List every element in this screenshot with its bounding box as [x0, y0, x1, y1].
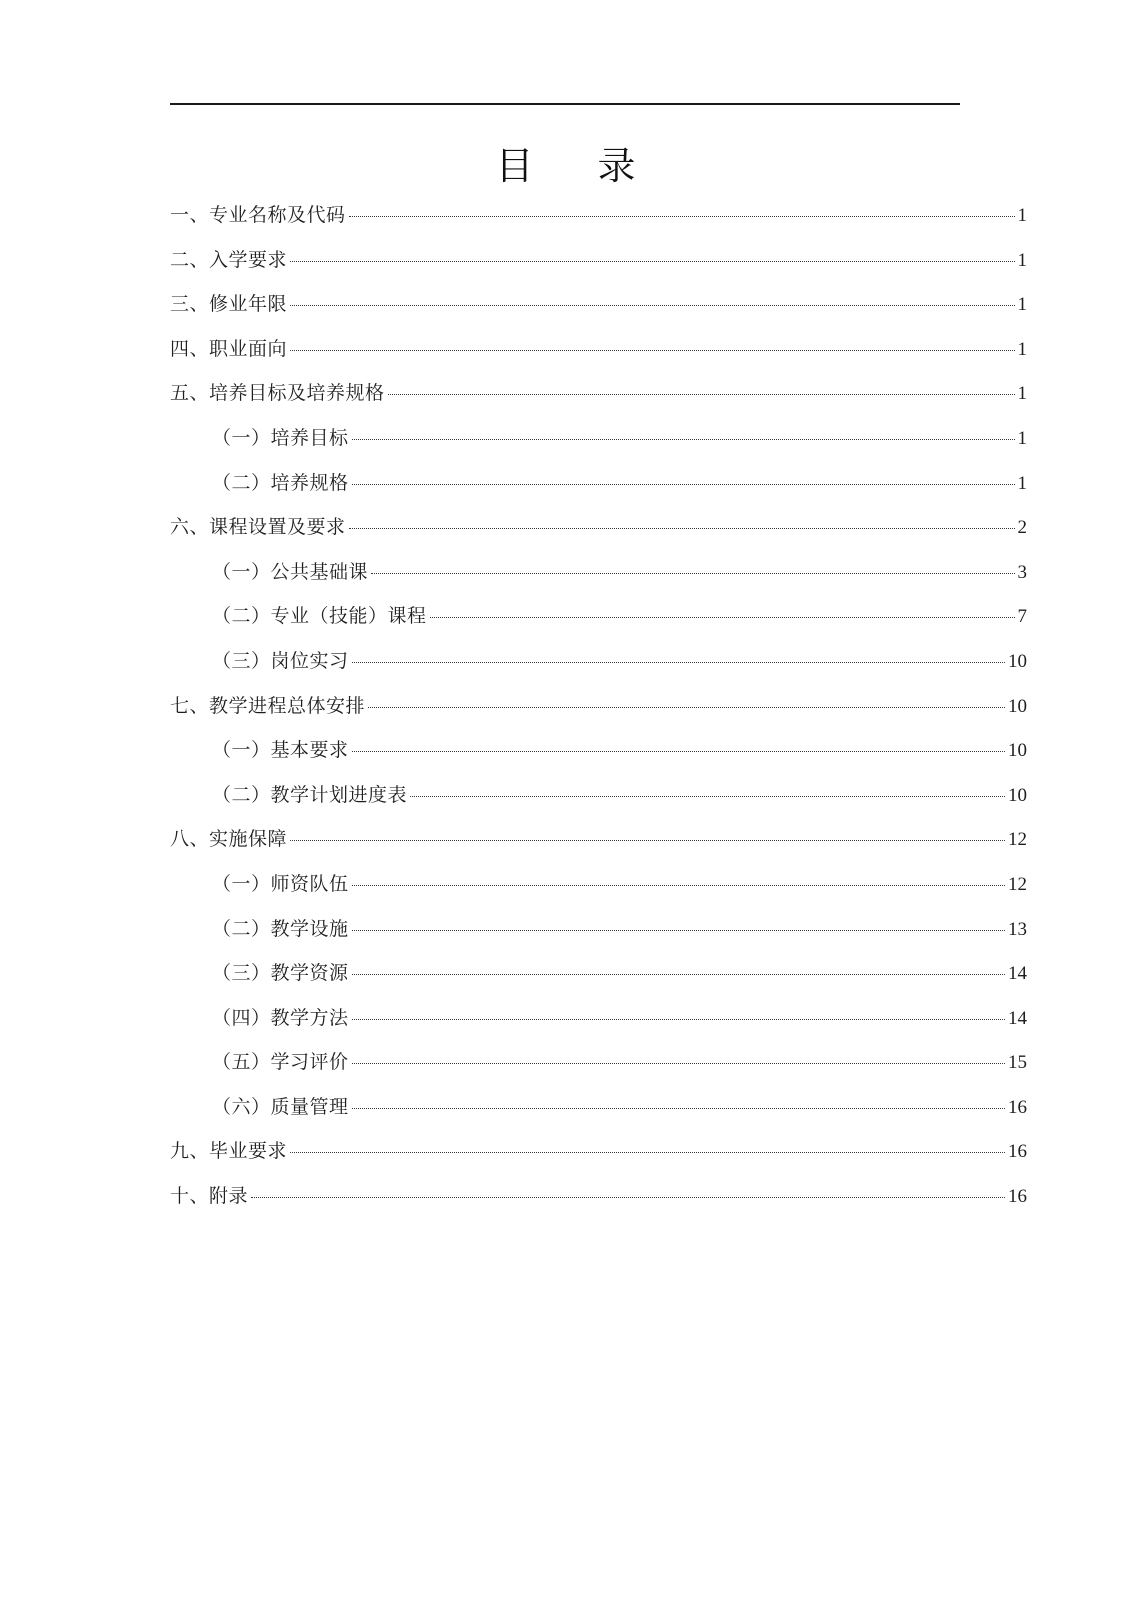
- toc-entry-title: 一、专业名称及代码: [170, 204, 346, 226]
- toc-section-entry[interactable]: [170, 242, 1027, 287]
- dot-leader: [352, 751, 1005, 752]
- toc-entry-title: 二、入学要求: [170, 248, 288, 271]
- toc-subsection-entry[interactable]: [170, 866, 1027, 911]
- toc-page-number: 1: [1017, 472, 1027, 494]
- dot-leader: [352, 484, 1015, 485]
- toc-subsection-entry[interactable]: [170, 465, 1027, 510]
- toc-subsection-entry[interactable]: [170, 1000, 1027, 1045]
- toc-section-entry[interactable]: [170, 375, 1027, 420]
- toc-entry-title: 五、培养目标及培养规格: [170, 382, 385, 405]
- toc-page-number: 16: [1008, 1096, 1027, 1118]
- toc-page-number: 14: [1008, 1007, 1027, 1029]
- toc-page-number: 14: [1008, 963, 1027, 985]
- toc-subsection-entry[interactable]: [170, 598, 1027, 643]
- toc-page-number: 1: [1017, 427, 1027, 449]
- toc-subsection-entry[interactable]: [170, 911, 1027, 956]
- toc-title: 目 录: [495, 144, 662, 188]
- toc-section-entry[interactable]: [170, 1133, 1027, 1178]
- toc-page-number: 3: [1017, 561, 1027, 583]
- toc-subsection-entry[interactable]: [170, 420, 1027, 465]
- header-rule: [170, 103, 960, 105]
- dot-leader: [352, 439, 1015, 440]
- dot-leader: [352, 1108, 1005, 1109]
- toc-section-entry[interactable]: [170, 331, 1027, 376]
- toc-entry-title: 六、课程设置及要求: [170, 516, 346, 539]
- toc-entry-title: （一）基本要求: [212, 739, 349, 762]
- dot-leader: [251, 1197, 1005, 1198]
- toc-page-number: 1: [1017, 249, 1027, 271]
- toc-subsection-entry[interactable]: [170, 955, 1027, 1000]
- dot-leader: [349, 528, 1015, 529]
- dot-leader: [290, 1152, 1005, 1153]
- toc-page-number: 7: [1017, 606, 1027, 628]
- toc-page-number: 1: [1017, 294, 1027, 316]
- toc-page-number: 12: [1008, 829, 1027, 851]
- toc-entry-title: （三）教学资源: [212, 962, 349, 985]
- toc-page-number: 1: [1017, 205, 1027, 226]
- toc-entry-title: （五）学习评价: [212, 1051, 349, 1074]
- toc-page-number: 16: [1008, 1141, 1027, 1163]
- toc-page-number: 13: [1008, 918, 1027, 940]
- toc-entry-title: （一）公共基础课: [212, 560, 369, 583]
- toc-entry-title: 七、教学进程总体安排: [170, 694, 366, 717]
- toc-entry-title: （二）专业（技能）课程: [212, 605, 427, 628]
- toc-section-entry[interactable]: [170, 1178, 1027, 1223]
- toc-entry-title: 八、实施保障: [170, 828, 288, 851]
- dot-leader: [430, 617, 1015, 618]
- dot-leader: [368, 707, 1005, 708]
- dot-leader: [352, 974, 1005, 975]
- toc-entry-title: （二）培养规格: [212, 471, 349, 494]
- toc-subsection-entry[interactable]: [170, 1089, 1027, 1134]
- dot-leader: [290, 350, 1014, 351]
- toc-entry-title: （一）培养目标: [212, 426, 349, 449]
- toc-section-entry[interactable]: [170, 197, 1027, 242]
- dot-leader: [290, 261, 1014, 262]
- toc-subsection-entry[interactable]: [170, 732, 1027, 777]
- toc-page-number: 15: [1008, 1052, 1027, 1074]
- dot-leader: [352, 930, 1005, 931]
- dot-leader: [352, 885, 1005, 886]
- dot-leader: [290, 840, 1005, 841]
- toc-entry-title: 十、附录: [170, 1185, 249, 1208]
- toc-page-number: 16: [1008, 1186, 1027, 1208]
- toc-section-entry[interactable]: [170, 688, 1027, 733]
- dot-leader: [410, 796, 1005, 797]
- dot-leader: [352, 1019, 1005, 1020]
- toc-section-entry[interactable]: [170, 509, 1027, 554]
- toc-page-number: 10: [1008, 650, 1027, 672]
- dot-leader: [290, 305, 1014, 306]
- dot-leader: [352, 662, 1005, 663]
- toc-subsection-entry[interactable]: [170, 777, 1027, 822]
- toc-page-number: 1: [1017, 383, 1027, 405]
- toc-page-number: 2: [1017, 517, 1027, 539]
- toc-page-number: 10: [1008, 784, 1027, 806]
- toc-page-number: 12: [1008, 873, 1027, 895]
- toc-section-entry[interactable]: [170, 286, 1027, 331]
- toc-subsection-entry[interactable]: [170, 1044, 1027, 1089]
- toc-entry-title: （三）岗位实习: [212, 649, 349, 672]
- dot-leader: [349, 216, 1015, 217]
- table-of-contents: [170, 197, 1027, 1223]
- toc-entry-title: （二）教学设施: [212, 917, 349, 940]
- toc-entry-title: （四）教学方法: [212, 1006, 349, 1029]
- toc-page-number: 1: [1017, 338, 1027, 360]
- toc-entry-title: （二）教学计划进度表: [212, 783, 408, 806]
- dot-leader: [388, 394, 1015, 395]
- toc-entry-title: 四、职业面向: [170, 337, 288, 360]
- toc-page-number: 10: [1008, 695, 1027, 717]
- toc-section-entry[interactable]: [170, 821, 1027, 866]
- toc-entry-title: 九、毕业要求: [170, 1140, 288, 1163]
- toc-entry-title: （六）质量管理: [212, 1095, 349, 1118]
- dot-leader: [371, 573, 1014, 574]
- toc-subsection-entry[interactable]: [170, 554, 1027, 599]
- toc-page-number: 10: [1008, 740, 1027, 762]
- dot-leader: [352, 1063, 1005, 1064]
- toc-entry-title: 三、修业年限: [170, 293, 288, 316]
- toc-subsection-entry[interactable]: [170, 643, 1027, 688]
- toc-entry-title: （一）师资队伍: [212, 872, 349, 895]
